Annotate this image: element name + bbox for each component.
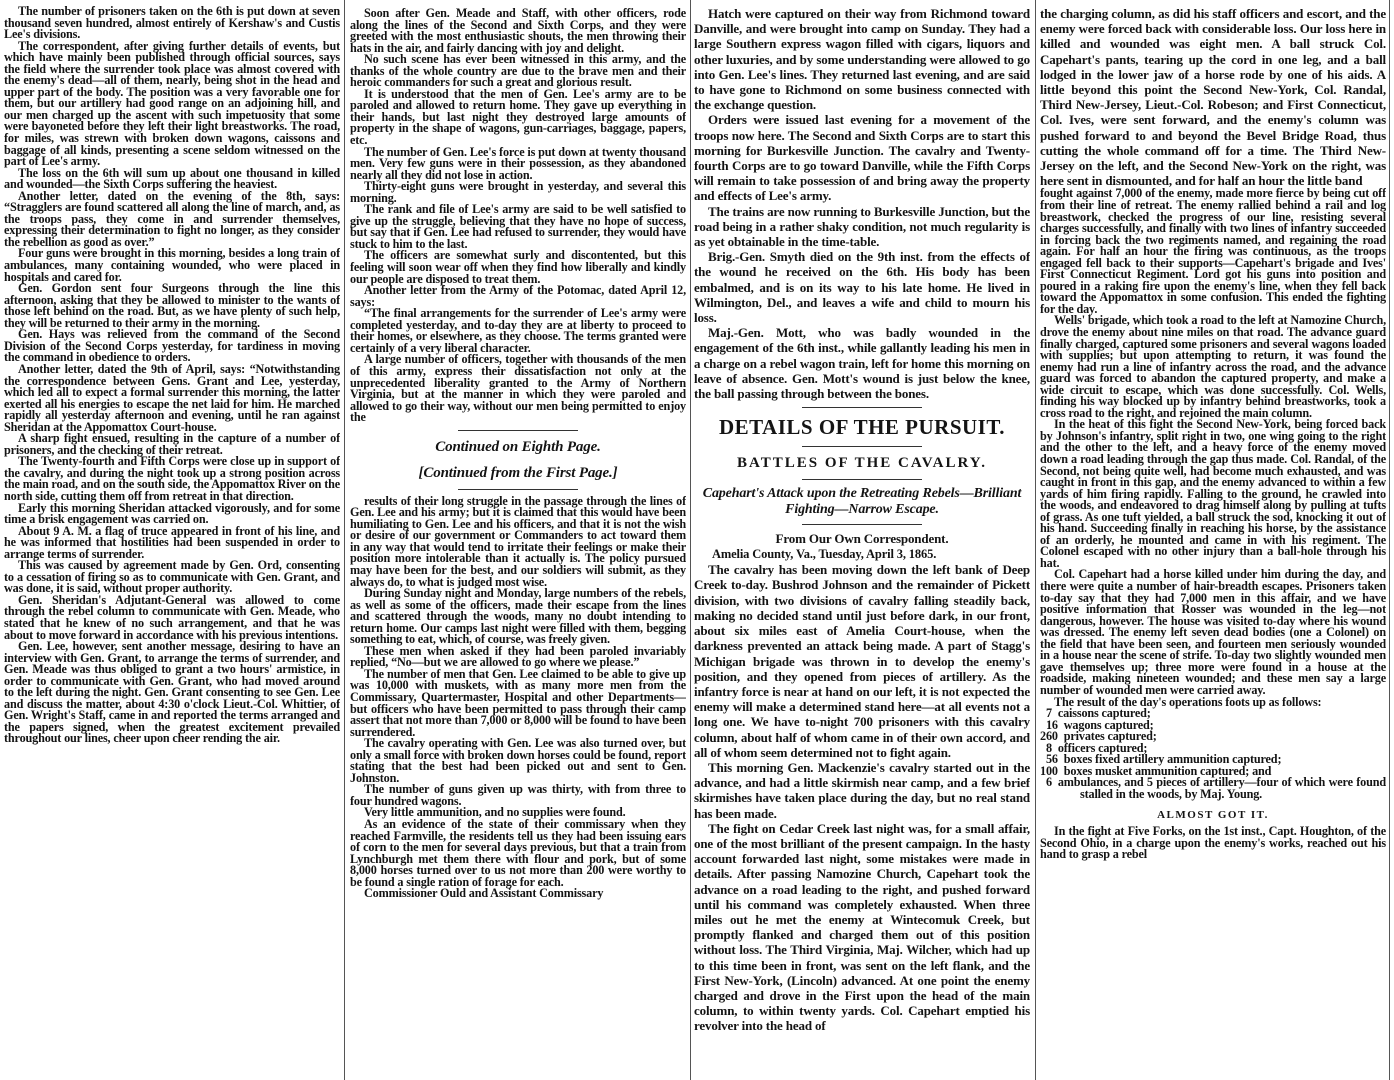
paragraph: The number of men that Gen. Lee claimed to be able to give up was 10,000 with muskets, with as many more men from the Commissary, Quartermaster, Hospital and other Departments—but officers who have been permitted to pass through their camp assert that not more than 7,000 or 8,000 will be found to have been surrendered. bbox=[350, 666, 686, 739]
paragraph: The trains are now running to Burkesville Junction, but the road being in a rather shaky condition, not much regularity is as yet obtainable in the time-table. bbox=[694, 203, 1030, 250]
paragraph: The number of Gen. Lee's force is put down at twenty thousand men. Very few guns were in their possession, as they abandoned nearly all they did not lose in action. bbox=[350, 144, 686, 182]
paragraph: Gen. Gordon sent four Surgeons through the line this afternoon, asking that they be allowed to minister to the wants of those left behind on the road. But, as we have plenty of such help, they will be returned to their army in the morning. bbox=[4, 281, 340, 330]
list-item: 16 wagons captured; bbox=[1040, 717, 1154, 732]
column-rule bbox=[690, 0, 691, 1080]
paragraph: This morning Gen. Mackenzie's cavalry started out in the advance, and had a little skirmish near camp, and a few brief skirmishes have taken place during the day, but no real stand has been made. bbox=[694, 759, 1030, 821]
separator-rule bbox=[458, 489, 578, 490]
column-rule bbox=[344, 0, 345, 1080]
list-item: 6 ambulances, and 5 pieces of artillery—four of which were found stalled in the woods, by Maj. Young. bbox=[1040, 775, 1386, 801]
paragraph: Early this morning Sheridan attacked vigorously, and for some time a brisk engagement was carried on. bbox=[4, 500, 340, 527]
list-item: 8 officers captured; bbox=[1040, 740, 1148, 755]
list-item: 100 boxes musket ammunition captured; and bbox=[1040, 763, 1272, 778]
dateline: Amelia County, Va., Tuesday, April 3, 1865. bbox=[712, 547, 937, 562]
paragraph: The rank and file of Lee's army are said to be well satisfied to give up the struggle, believing that they have no hope of success, but say that if Gen. Lee had refused to surrender, they would have stuck to him to the last. bbox=[350, 202, 686, 251]
paragraph: The correspondent, after giving further details of events, but which have mainly been published through official sources, says the field where the surrender took place was almost covered with the enemy's dead—all of them, nearly, being shot in the head and upper part of the body. The position was a very favorable one for them, but our artillery had good range on an adjoining hill, and our men charged up the ascent with such impetuosity that some were bayoneted before they left their light breastworks. The road, for miles, was strewn with broken down wagons, caissons and baggage of all kinds, presenting a scene seldom witnessed on the part of Lee's army. bbox=[4, 38, 340, 169]
section-heading: ALMOST GOT IT. bbox=[1157, 809, 1269, 822]
paragraph: The Twenty-fourth and Fifth Corps were close up in support of the cavalry, and during the night took up a strong position across the main road, and on the south side, the Appomattox River on the north side, cutting them off from retreat in that direction. bbox=[4, 454, 340, 503]
column-rule bbox=[1035, 0, 1036, 1080]
list-item: 56 boxes fixed artillery ammunition captured; bbox=[1040, 752, 1282, 767]
paragraph: The number of guns given up was thirty, with from three to four hundred wagons. bbox=[350, 782, 686, 808]
paragraph: Gen. Hays was relieved from the command of the Second Division of the Second Corps yesterday, for tardiness in moving the command in obedience to orders. bbox=[4, 327, 340, 365]
paragraph: Hatch were captured on their way from Richmond toward Danville, and were brought into camp on Sunday. They had a large Southern express wagon filled with cigars, liquors and other luxuries, and by some understanding were allowed to go into Gen. Lee's lines. They returned last evening, and are said to have gone to Richmond on some business connected with the exchange question. bbox=[694, 6, 1030, 113]
continuation-note: Continued on Eighth Page. bbox=[435, 438, 601, 455]
paragraph: In the fight at Five Forks, on the 1st inst., Capt. Houghton, of the Second Ohio, in a charge upon the enemy's works, reached out his hand to grasp a rebel bbox=[1040, 823, 1386, 862]
paragraph: The officers are somewhat surly and discontented, but this feeling will soon wear off when they find how liberally and kindly our people are disposed to treat them. bbox=[350, 248, 686, 286]
paragraph: Maj.-Gen. Mott, who was badly wounded in the engagement of the 6th inst., while gallantly leading his men in a charge on a rebel wagon train, left for home this morning on leave of absence. Gen. Mott's wound is just below the knee, the ball passing through between the bones. bbox=[694, 325, 1030, 402]
paragraph: About 9 A. M. a flag of truce appeared in front of his line, and he was informed that hostilities had been suspended in order to arrange terms of surrender. bbox=[4, 523, 340, 561]
paragraph: Commissioner Ould and Assistant Commissary bbox=[364, 886, 604, 901]
paragraph: Very little ammunition, and no supplies were found. bbox=[364, 805, 626, 820]
deck-headline: Capehart's Attack upon the Retreating Rebels—Brilliant Fighting—Narrow Escape. bbox=[702, 486, 1022, 518]
paragraph: Soon after Gen. Meade and Staff, with other officers, rode along the lines of the Second and Sixth Corps, and they were greeted with the most enthusiastic shouts, the men throwing their hats in the air, and fairly dancing with joy and delight. bbox=[350, 8, 686, 55]
paragraph: As an evidence of the state of their commissary when they reached Farmville, the residents tell us they had been issuing ears of corn to the men for several days previous, but that a train from Lynchburgh met them there with flour and pork, but of some 8,000 horses turned over to us not more than 200 were worthy to be found a single ration of forage for each. bbox=[350, 817, 686, 889]
paragraph: During Sunday night and Monday, large numbers of the rebels, as well as some of the officers, made their escape from the lines and scattered through the woods, many no doubt intending to return home. Our camps last night were filled with them, begging something to eat, which, of course, was freely given. bbox=[350, 586, 686, 647]
separator-rule bbox=[802, 524, 922, 525]
newspaper-column-2 bbox=[350, 8, 686, 1080]
paragraph: Another letter, dated on the evening of the 8th, says: “Stragglers are found scattered all along the line of march, and, as the troops pass, they come in and surrender themselves, expressing their determination to fight no longer, as they consider the rebellion as good as over.” bbox=[4, 188, 340, 249]
separator-rule bbox=[458, 430, 578, 431]
headline: DETAILS OF THE PURSUIT. bbox=[718, 415, 1006, 440]
separator-rule bbox=[802, 407, 922, 408]
paragraph: Brig.-Gen. Smyth died on the 9th inst. from the effects of the wound he received on the 6th. His body has been embalmed, and is on its way to his late home. He lived in Wilmington, Del., and leaves a wife and child to mourn his loss. bbox=[694, 249, 1030, 326]
paragraph: In the heat of this fight the Second New-York, being forced back by Johnson's infantry, split right in two, one wing going to the right and the other to the left, and a heavy force of the enemy moved down a road leading through the gap thus made. Col. Randal, of the Second, not being quite well, had become much exhausted, and was caught in front in this gap, and the enemy advanced to within a few yards of him firing rapidly. Falling to the ground, he crawled into the woods, and endeavored to drag himself along by pulling at tufts of grass. As one tuft yielded, a ball struck the sod, knocking it out of his hand. Succeeding finally in reaching his horse, by the assistance of an orderly, he mounted and came in with his regiment. The Colonel escaped with no other injury than a ball-hole through his hat. bbox=[1040, 417, 1386, 570]
paragraph: The fight on Cedar Creek last night was, for a small affair, one of the most brilliant of the present campaign. In the hasty account forwarded last night, some mistakes were made in details. After passing Namozine Church, Capehart took the advance on a road leading to the right, and pushed forward until his command was completely exhausted. When three miles out he met the enemy at Wintecomuk Creek, but promptly flanked and charged them out of this position without loss. The Third Virginia, Maj. Wilcher, which had up to this time been in front, was sent on the left flank, and the First New-York, (Lincoln) advanced. At one point the enemy charged and drove in the First upon the head of the main column, to within twenty yards. Col. Capehart emptied his revolver into the head of bbox=[694, 820, 1030, 1034]
paragraph: The result of the day's operations foots up as follows: bbox=[1054, 694, 1322, 709]
subheadline: BATTLES OF THE CAVALRY. bbox=[737, 455, 987, 472]
separator-rule bbox=[802, 446, 922, 447]
paragraph: Wells' brigade, which took a road to the left at Namozine Church, drove the enemy about nine miles on that road. The advance guard finally charged, captured some prisoners and several wagons loaded with supplies; but upon attempting to return, it was found the enemy had run a line of infantry across the road, and the advance guard was forced to abandon the captured property, and make a wide circuit to escape, which was done successfully. Col. Wells, finding his way blocked up by infantry behind breastworks, took a cross road to the right, and rejoined the main column. bbox=[1040, 313, 1386, 420]
column-rule bbox=[1389, 0, 1390, 1080]
continuation-note: [Continued from the First Page.] bbox=[418, 464, 618, 481]
paragraph: Gen. Sheridan's Adjutant-General was allowed to come through the rebel column to communicate with Gen. Meade, who stated that he knew of no such arrangement, and that he was about to move forward in accordance with his previous intentions. bbox=[4, 592, 340, 642]
paragraph: Col. Capehart had a horse killed under him during the day, and there were quite a number of hair-breadth escapes. Prisoners taken to-day say that they had 7,000 men in this affair, and we have positive information that Rosser was wounded in the leg—not dangerous, however. The house was visited to-day where his wound was dressed. The enemy left seven dead bodies (one a Colonel) on the field that have been seen, and fourteen men seriously wounded in a house near the scene of strife. To-day two slightly wounded men gave themselves up; three more were found in a house at the roadside, making nineteen wounded; and these men say a large number of wounded men were carried away. bbox=[1040, 567, 1386, 697]
paragraph: The loss on the 6th will sum up about one thousand in killed and wounded—the Sixth Corps suffering the heaviest. bbox=[4, 165, 340, 192]
list-item: 260 privates captured; bbox=[1040, 729, 1157, 744]
list-item: 7 caissons captured; bbox=[1040, 706, 1151, 721]
paragraph: A large number of officers, together with thousands of the men of this army, express their dissatisfaction not only at the unprecedented liberality granted to the Army of Northern Virginia, but at the manner in which they were paroled and allowed to go their way, without our men being permitted to enjoy the bbox=[350, 352, 686, 425]
paragraph: These men when asked if they had been paroled invariably replied, “No—but we are allowed to go where we please.” bbox=[350, 643, 686, 670]
paragraph: the charging column, as did his staff officers and escort, and the enemy were forced back with considerable loss. Our loss here in killed and wounded was eight men. A ball struck Col. Capehart's pants, tearing up the cord in one leg, and a ball lodged in the lower jaw of a horse rode by one of his aids. A little beyond this point the Second New-York, Col. Randal, Third New-Jersey, Lieut.-Col. Robeson; and First Connecticut, Col. Ives, were sent forward, and the enemy's column was pushed forward to and beyond the Bevel Bridge Road, thus cutting the whole command off for a time. The Third New-Jersey on the left, and the Second New-York on the right, was here sent in dismounted, and for half an hour the little band bbox=[1040, 6, 1386, 189]
paragraph: results of their long struggle in the passage through the lines of Gen. Lee and his army; but it is claimed that this would have been humiliating to Gen. Lee and his officers, and that it is not the wish or desire of our government or Commanders to act toward them in any way that would tend to irritate their feelings or make their position more intolerable than it actually is. The policy pursued may have been for the best, and our soldiers will submit, as they always do, to what is judged most wise. bbox=[350, 493, 686, 589]
paragraph: Gen. Lee, however, sent another message, desiring to have an interview with Gen. Grant, to arrange the terms of surrender, and Gen. Meade was thus obliged to grant a two hours' armistice, in order to communicate with Gen. Grant, who had moved around to the left during the night. Gen. Grant consenting to see Gen. Lee and discuss the matter, about 4:30 o'clock Lieut.-Col. Whittier, of Gen. Wright's Staff, came in and reported the terms arranged and the papers signed, when the greatest excitement prevailed throughout our lines, cheer upon cheer rending the air. bbox=[4, 639, 340, 746]
paragraph: fought against 7,000 of the enemy, made more fierce by being cut off from their line of retreat. The enemy rallied behind a rail and log breastwork, checked the progress of our line, resisting several charges successfully, and finally with two lines of infantry succeeded in forcing back the two regiments named, and regaining the road again. For half an hour the firing was continuous, as the troops engaged fell back to their supports—Capehart's brigade and Ives' First Connecticut Regiment. Lord got his guns into position and poured in a raking fire upon the enemy's line, when they fell back toward the Appomattox in some confusion. This ended the fighting for the day. bbox=[1040, 186, 1386, 316]
paragraph: The number of prisoners taken on the 6th is put down at seven thousand seven hundred, almost entirely of Kershaw's and Custis Lee's divisions. bbox=[4, 6, 340, 42]
paragraph: The cavalry has been moving down the left bank of Deep Creek to-day. Bushrod Johnson and the remainder of Pickett division, with two divisions of cavalry falling steadily back, making no decided stand until just before dark, in our front, about six miles east of Amelia Court-house, when the darkness prevented an attack being made. A part of Stagg's Michigan brigade was thrown in to develop the enemy's position, and they opened from pieces of artillery. As the infantry force is near at hand on our left, it is not expected the enemy will make a determined stand here—at all events not a long one. We have to-night 700 prisoners with this cavalry column, about half of whom came in of their own accord, and all of whom seem determined not to fight again. bbox=[694, 562, 1030, 760]
paragraph: No such scene has ever been witnessed in this army, and the thanks of the whole country are due to the brave men and their heroic commanders for such a great and glorious result. bbox=[350, 52, 686, 90]
newspaper-column-3 bbox=[694, 6, 1030, 1080]
paragraph: The cavalry operating with Gen. Lee was also turned over, but only a small force with broken down horses could be found, report stating that the best had been picked out and sent to Gen. Johnston. bbox=[350, 736, 686, 785]
newspaper-column-4 bbox=[1040, 6, 1386, 1080]
separator-rule bbox=[802, 479, 922, 480]
paragraph: Four guns were brought in this morning, besides a long train of ambulances, many containing wounded, who were placed in hospitals and cared for. bbox=[4, 246, 340, 284]
paragraph: Thirty-eight guns were brought in yesterday, and several this morning. bbox=[350, 179, 686, 205]
paragraph: Orders were issued last evening for a movement of the troops now here. The Second and Sixth Corps are to start this morning for Burkesville Junction. The cavalry and Twenty-fourth Corps are to go toward Danville, while the Fifth Corps will remain to take possession of and bring away the property and effects of Lee's army. bbox=[694, 112, 1030, 204]
paragraph: It is understood that the men of Gen. Lee's army are to be paroled and allowed to return home. They gave up everything in their hands, but last night they destroyed large amounts of property in the shape of wagons, gun-carriages, baggage, papers, etc. bbox=[350, 86, 686, 148]
paragraph: A sharp fight ensued, resulting in the capture of a number of prisoners, and the checking of their retreat. bbox=[4, 431, 340, 457]
byline: From Our Own Correspondent. bbox=[775, 531, 949, 547]
paragraph: Another letter from the Army of the Potomac, dated April 12, says: bbox=[350, 283, 686, 309]
paragraph: This was caused by agreement made by Gen. Ord, consenting to a cessation of firing so as to communicate with Gen. Grant, and was done, it is said, without proper authority. bbox=[4, 558, 340, 596]
paragraph: “The final arrangements for the surrender of Lee's army were completed yesterday, and to-day they are at liberty to proceed to their homes, or elsewhere, as they choose. The terms granted were certainly of a very liberal character. bbox=[350, 306, 686, 355]
newspaper-column-1 bbox=[4, 6, 340, 1080]
paragraph: Another letter, dated the 9th of April, says: “Notwithstanding the correspondence between Gens. Grant and Lee, yesterday, which led all to expect a formal surrender this morning, the latter exerted all his energies to escape the net laid for him. He marched rapidly all yesterday afternoon and evening, until he ran against Sheridan at the Appomattox Court-house. bbox=[4, 361, 340, 434]
